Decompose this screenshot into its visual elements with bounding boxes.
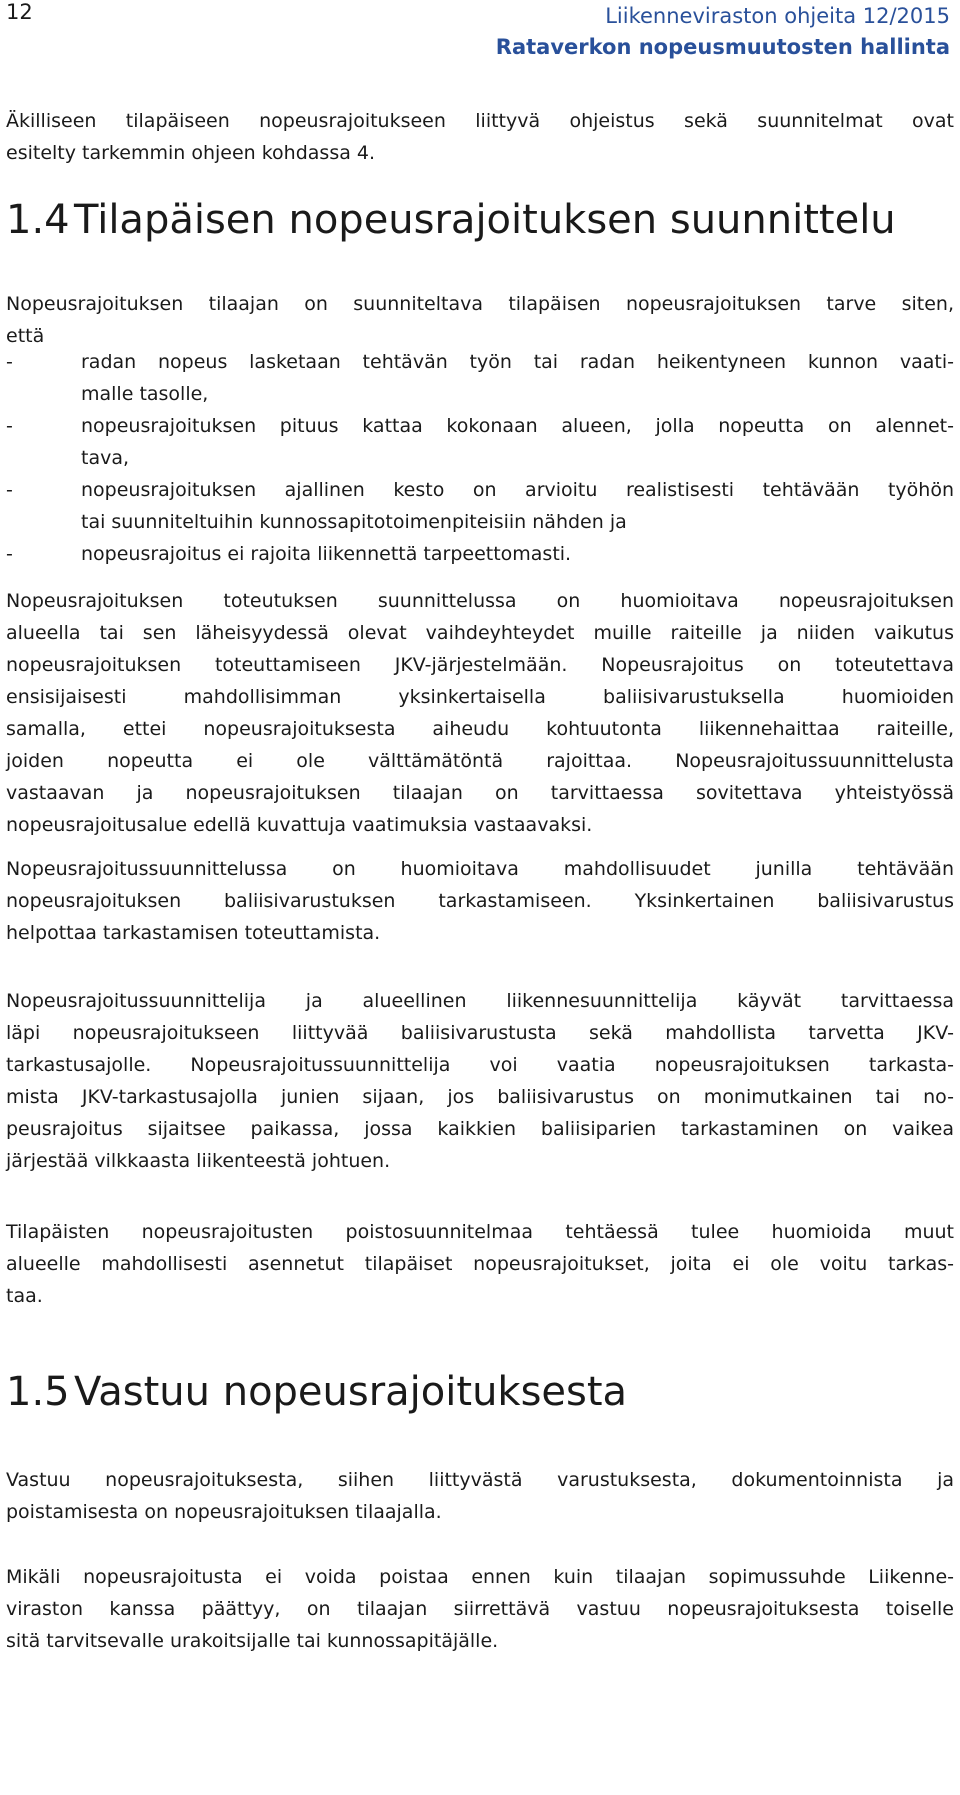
list-item	[6, 474, 954, 538]
text-line: joiden nopeutta ei ole välttämätöntä rajoittaa. Nopeusrajoitussuunnittelusta	[6, 750, 954, 772]
text-line: nopeusrajoitus ei rajoita liikennettä tarpeettomasti.	[81, 543, 572, 565]
text-line: Nopeusrajoitussuunnittelija ja alueellinen liikennesuunnittelija käyvät tarvittaessa	[6, 990, 954, 1012]
list-item	[6, 410, 954, 474]
dash-marker: -	[6, 415, 13, 437]
text-line: että	[6, 325, 45, 347]
text-line: poistamisesta on nopeusrajoituksen tilaajalla.	[6, 1501, 442, 1523]
text-line: vastaavan ja nopeusrajoituksen tilaajan on tarvittaessa sovitettava yhteistyössä	[6, 782, 954, 804]
section-number: 1.4	[6, 197, 70, 243]
section-title: Vastuu nopeusrajoituksesta	[74, 1369, 628, 1415]
text-line: Vastuu nopeusrajoituksesta, siihen liittyvästä varustuksesta, dokumentoinnista ja	[6, 1469, 954, 1491]
text-line: viraston kanssa päättyy, on tilaajan siirrettävä vastuu nopeusrajoituksesta toiselle	[6, 1598, 954, 1620]
text-line: radan nopeus lasketaan tehtävän työn tai radan heikentyneen kunnon vaati-	[81, 351, 954, 373]
text-line: nopeusrajoituksen pituus kattaa kokonaan alueen, jolla nopeutta on alennet-	[81, 415, 954, 437]
text-line: Äkilliseen tilapäiseen nopeusrajoitukseen liittyvä ohjeistus sekä suunnitelmat ovat	[6, 110, 954, 132]
dash-marker: -	[6, 351, 13, 373]
text-line: läpi nopeusrajoitukseen liittyvää baliisivarustusta sekä mahdollista tarvetta JKV-	[6, 1022, 954, 1044]
text-line: Mikäli nopeusrajoitusta ei voida poistaa ennen kuin tilaajan sopimussuhde Liikenne-	[6, 1566, 954, 1588]
section-heading-1-5	[6, 1368, 627, 1416]
text-line: ensisijaisesti mahdollisimman yksinkertaisella baliisivarustuksella huomioiden	[6, 686, 954, 708]
body-paragraph	[6, 1464, 954, 1528]
document-title: Rataverkon nopeusmuutosten hallinta	[495, 35, 950, 59]
text-line: Tilapäisten nopeusrajoitusten poistosuunnitelmaa tehtäessä tulee huomioida muut	[6, 1221, 954, 1243]
text-line: nopeusrajoituksen baliisivarustuksen tarkastamiseen. Yksinkertainen baliisivarustus	[6, 890, 954, 912]
body-paragraph	[6, 1216, 954, 1312]
text-line: taa.	[6, 1285, 43, 1307]
text-line: esitelty tarkemmin ohjeen kohdassa 4.	[6, 142, 376, 164]
text-line: samalla, ettei nopeusrajoituksesta aiheudu kohtuutonta liikennehaittaa raiteille,	[6, 718, 954, 740]
text-line: tai suunniteltuihin kunnossapitotoimenpiteisiin nähden ja	[81, 511, 627, 533]
section-title: Tilapäisen nopeusrajoituksen suunnittelu	[74, 197, 896, 243]
section-heading-1-4	[6, 196, 896, 244]
body-paragraph	[6, 585, 954, 841]
body-paragraph	[6, 1561, 954, 1657]
series-label: Liikenneviraston ohjeita 12/2015	[605, 4, 950, 28]
text-line: malle tasolle,	[81, 383, 209, 405]
running-header	[450, 0, 950, 62]
text-line: alueelle mahdollisesti asennetut tilapäiset nopeusrajoitukset, joita ei ole voitu tarkas-	[6, 1253, 954, 1275]
text-line: Nopeusrajoitussuunnittelussa on huomioitava mahdollisuudet junilla tehtävään	[6, 858, 954, 880]
body-paragraph	[6, 853, 954, 949]
list-item	[6, 346, 954, 410]
text-line: nopeusrajoituksen ajallinen kesto on arvioitu realistisesti tehtävään työhön	[81, 479, 954, 501]
text-line: tarkastusajolle. Nopeusrajoitussuunnittelija voi vaatia nopeusrajoituksen tarkasta-	[6, 1054, 954, 1076]
text-line: alueella tai sen läheisyydessä olevat vaihdeyhteydet muille raiteille ja niiden vaikutus	[6, 622, 954, 644]
text-line: järjestää vilkkaasta liikenteestä johtuen.	[6, 1150, 391, 1172]
dash-marker: -	[6, 543, 13, 565]
text-line: sitä tarvitsevalle urakoitsijalle tai kunnossapitäjälle.	[6, 1630, 499, 1652]
text-line: Nopeusrajoituksen toteutuksen suunnittelussa on huomioitava nopeusrajoituksen	[6, 590, 954, 612]
text-line: nopeusrajoitusalue edellä kuvattuja vaatimuksia vastaavaksi.	[6, 814, 593, 836]
section-number: 1.5	[6, 1369, 70, 1415]
text-line: peusrajoitus sijaitsee paikassa, jossa kaikkien baliisiparien tarkastaminen on vaikea	[6, 1118, 954, 1140]
lead-paragraph	[6, 288, 954, 352]
dash-marker: -	[6, 479, 13, 501]
text-line: mista JKV-tarkastusajolla junien sijaan, jos baliisivarustus on monimutkainen tai no-	[6, 1086, 954, 1108]
requirements-list	[6, 346, 954, 570]
body-paragraph	[6, 985, 954, 1177]
text-line: Nopeusrajoituksen tilaajan on suunniteltava tilapäisen nopeusrajoituksen tarve siten,	[6, 293, 954, 315]
intro-paragraph	[6, 105, 954, 169]
text-line: helpottaa tarkastamisen toteuttamista.	[6, 922, 381, 944]
text-line: nopeusrajoituksen toteuttamiseen JKV-järjestelmään. Nopeusrajoitus on toteutettava	[6, 654, 954, 676]
page-number: 12	[6, 0, 33, 24]
list-item	[6, 538, 954, 570]
text-line: tava,	[81, 447, 130, 469]
